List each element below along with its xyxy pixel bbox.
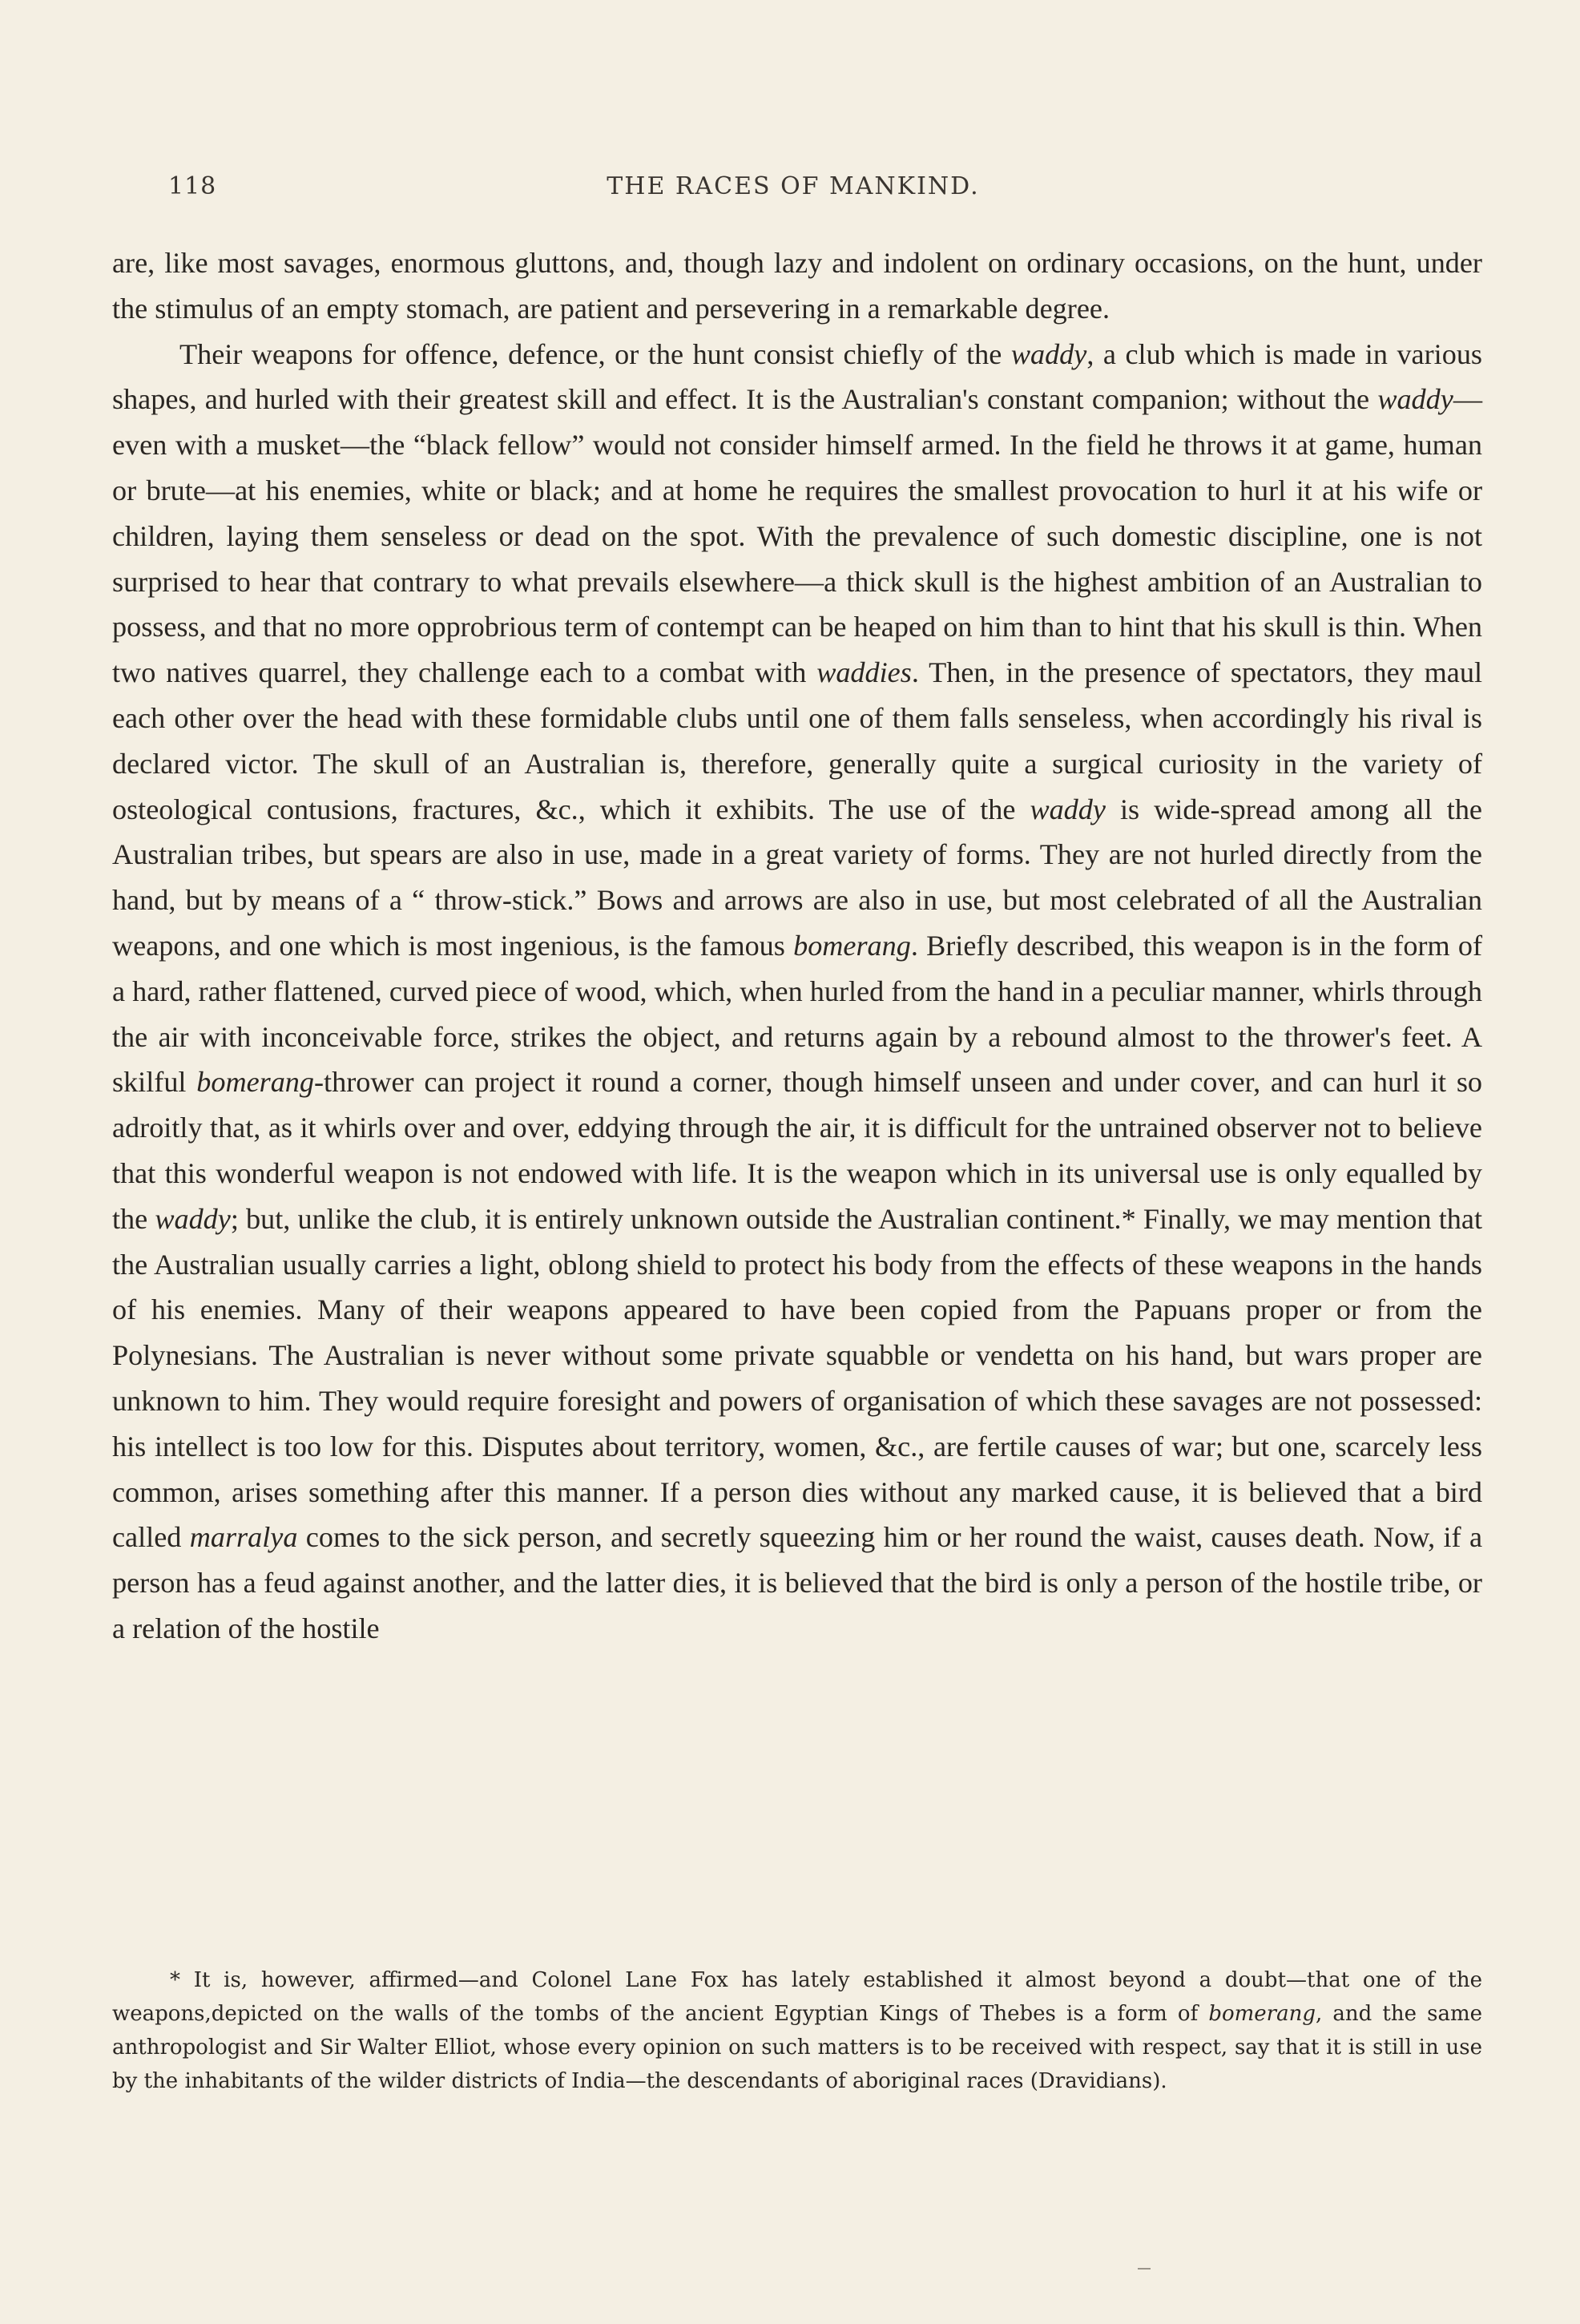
- footnote: [112, 1963, 1482, 2098]
- italic-term: bomerang: [793, 929, 911, 962]
- italic-term: bomerang: [196, 1066, 314, 1099]
- body-text: [112, 240, 1482, 1652]
- text-span: ; but, unlike the club, it is entirely unknown outside the Australian continent.* Finally, we may mention that the Australian usually carries a light, oblong shield to protect his body from the effects of these weapons in the hands of his enemies. Many of their weapons appeared to have been copied from the Papuans proper or from the Polynesians. The Australian is never without some private squabble or vendetta on his hand, but wars proper are unknown to him. They would require foresight and powers of organisation of which these savages are not possessed: his intellect is too low for this. Disputes about territory, women, &c., are fertile causes of war; but one, scarcely less common, arises something after this manner. If a person dies without any marked cause, it is believed that a bird called: [112, 1202, 1482, 1554]
- paragraph-2: [112, 332, 1482, 1652]
- text-span: Their weapons for offence, defence, or the hunt consist chiefly of the: [179, 337, 1011, 370]
- text-span: * It is, however, affirmed—and Colonel Lane Fox has lately established it almost beyond a doubt—that one of the weapons,depicted on the walls of the tombs of the ancient Egyptian Kings of Thebes is a form of: [112, 1968, 1482, 2026]
- italic-term: bomerang: [1208, 2002, 1316, 2026]
- text-span: —even with a musket—the “black fellow” would not consider himself armed. In the field he throws it at game, human or brute—at his enemies, white or black; and at home he requires the smallest provocation to hurl it at his wife or children, laying them senseless or dead on the spot. With the prevalence of such domestic discipline, one is not surprised to hear that contrary to what prevails elsewhere—a thick skull is the highest ambition of an Australian to possess, and that no more opprobrious term of contempt can be heaped on him than to hint that his skull is thin. When two natives quarrel, they challenge each to a combat with: [112, 383, 1482, 689]
- text-span: comes to the sick person, and secretly squeezing him or her round the waist, causes death. Now, if a person has a feud against another, and the latter dies, it is believed that the bird is only a person of the hostile tribe, or a relation of the hostile: [112, 1521, 1482, 1644]
- footnote-text: [112, 1963, 1482, 2098]
- text-span: -thrower can project it round a corner, though himself unseen and under cover, and can hurl it so adroitly that, as it whirls over and over, eddying through the air, it is difficult for the untrained observer not to believe that this wonderful weapon is not endowed with life. It is the weapon which in its universal use is only equalled by the: [112, 1066, 1482, 1235]
- text-span: . Then, in the presence of spectators, they maul each other over the head with these formidable clubs until one of them falls senseless, when accordingly his rival is declared victor. The skull of an Australian is, therefore, generally quite a surgical curiosity in the variety of osteological contusions, fractures, &c., which it exhibits. The use of the: [112, 656, 1482, 825]
- italic-term: marralya: [189, 1521, 298, 1554]
- running-title: THE RACES OF MANKIND.: [607, 172, 980, 200]
- text-span: is wide-spread among all the Australian tribes, but spears are also in use, made in a great variety of forms. They are not hurled directly from the hand, but by means of a “ throw-stick.” Bows and arrows are also in use, but most celebrated of all the Australian weapons, and one which is most ingenious, is the famous: [112, 793, 1482, 962]
- printer-mark: [1138, 2268, 1151, 2270]
- italic-term: waddies: [816, 656, 912, 689]
- text-span: , and the same anthropologist and Sir Walter Elliot, whose every opinion on such matters is to be received with respect, say that it is still in use by the inhabitants of the wilder districts of India—the descendants of aboriginal races (Dravidians).: [112, 2002, 1482, 2093]
- page-number: 118: [168, 172, 217, 200]
- italic-term: waddy: [155, 1202, 231, 1235]
- text-span: , a club which is made in various shapes, and hurled with their greatest skill and effect. It is the Australian's constant companion; without the: [112, 337, 1482, 416]
- text-span: . Briefly described, this weapon is in the form of a hard, rather flattened, curved piece of wood, which, when hurled from the hand in a peculiar manner, whirls through the air with inconceivable force, strikes the object, and returns again by a rebound almost to the thrower's feet. A skilful: [112, 929, 1482, 1099]
- italic-term: waddy: [1377, 383, 1453, 416]
- italic-term: waddy: [1030, 793, 1106, 825]
- paragraph-1: are, like most savages, enormous gluttons, and, though lazy and indolent on ordinary occasions, on the hunt, under the stimulus of an empty stomach, are patient and persevering in a remarkable degree.: [112, 247, 1482, 325]
- italic-term: waddy: [1010, 337, 1087, 370]
- page-header: [112, 172, 1474, 208]
